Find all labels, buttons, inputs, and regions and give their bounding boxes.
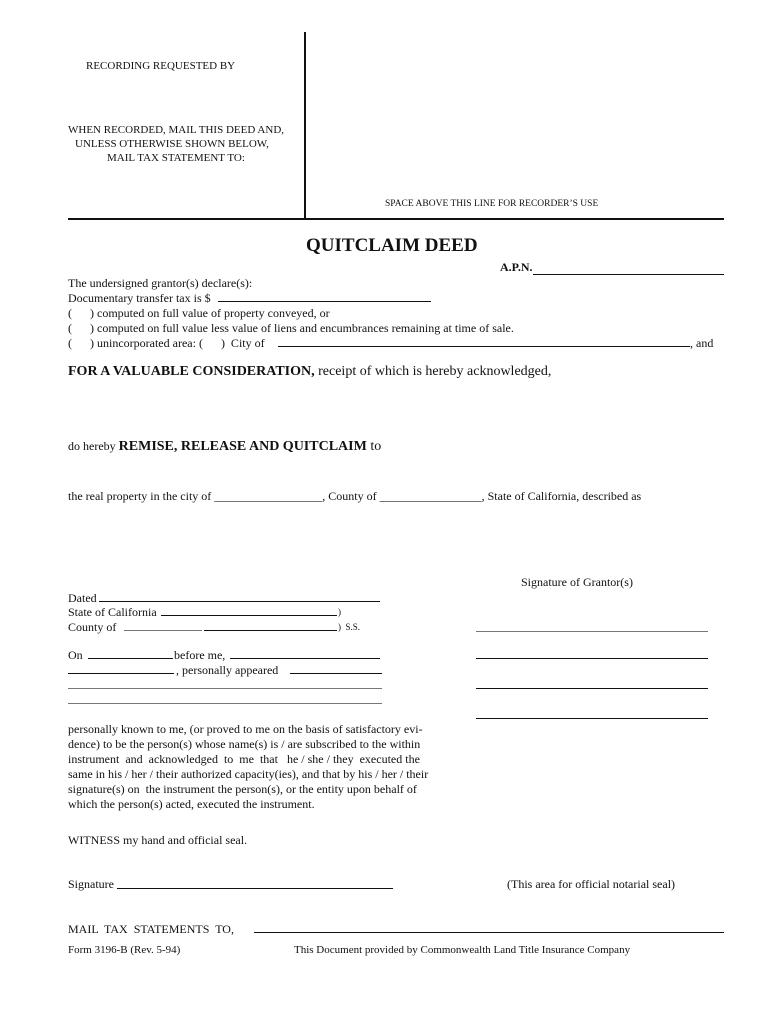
notary-paragraph-line-1: personally known to me, (or proved to me on the basis of satisfactory evi- — [68, 722, 423, 736]
consideration-text: receipt of which is hereby acknowledged, — [314, 364, 552, 379]
when-recorded-line-2: UNLESS OTHERWISE SHOWN BELOW, — [75, 138, 269, 150]
county-paren: ) S.S. — [338, 622, 361, 632]
document-title: QUITCLAIM DEED — [306, 235, 478, 256]
consideration-bold: FOR A VALUABLE CONSIDERATION, — [68, 364, 315, 379]
option-less-liens-paren: ( — [68, 321, 72, 335]
grantor-signature-line-3[interactable] — [476, 688, 708, 689]
personally-appeared-label: , personally appeared — [176, 663, 279, 677]
option-unincorporated-area[interactable]: ) unincorporated area: ( ) City of — [90, 336, 265, 350]
dated-label: Dated — [68, 591, 97, 605]
on-label: On — [68, 648, 83, 662]
notary-paragraph-line-2: dence) to be the person(s) whose name(s) is / are subscribed to the within — [68, 737, 421, 751]
notary-name-field[interactable] — [230, 658, 380, 659]
remise-line — [68, 437, 381, 455]
state-label: State of California — [68, 605, 157, 619]
form-number: Form 3196-B (Rev. 5-94) — [68, 944, 181, 956]
dated-field[interactable] — [99, 601, 380, 602]
transfer-tax-label: Documentary transfer tax is $ — [68, 291, 211, 305]
notary-paragraph-line-4: same in his / her / their authorized capacity(ies), and that by his / her / their — [68, 767, 429, 781]
county-field-a[interactable] — [124, 630, 202, 631]
header-vertical-divider — [304, 32, 306, 218]
option-full-value[interactable]: ) computed on full value of property conveyed, or — [90, 306, 330, 320]
grantor-signature-line-1[interactable] — [476, 631, 708, 632]
appeared-line-1[interactable] — [68, 688, 382, 689]
recording-requested-by: RECORDING REQUESTED BY — [86, 60, 236, 72]
signature-grantor-label: Signature of Grantor(s) — [521, 575, 633, 589]
remise-bold: REMISE, RELEASE AND QUITCLAIM — [118, 439, 367, 454]
appeared-field-a[interactable] — [68, 673, 174, 674]
notary-paragraph-line-3: instrument and acknowledged to me that he / she / they executed the — [68, 752, 420, 766]
remise-prefix: do hereby — [68, 439, 119, 453]
provided-by: This Document provided by Commonwealth Land Title Insurance Company — [294, 944, 631, 956]
mail-tax-statements-field[interactable] — [254, 932, 724, 933]
state-paren: ) — [338, 607, 341, 617]
grantor-signature-line-4[interactable] — [476, 718, 708, 719]
city-line-end: , and — [690, 336, 714, 350]
notary-paragraph-line-5: signature(s) on the instrument the person(s), or the entity upon behalf of — [68, 782, 417, 796]
mail-tax-statements-label: MAIL TAX STATEMENTS TO, — [68, 922, 234, 936]
witness-statement: WITNESS my hand and official seal. — [68, 833, 248, 847]
notarial-seal-area: (This area for official notarial seal) — [507, 877, 676, 891]
grantor-signature-line-2[interactable] — [476, 658, 708, 659]
recorder-use-note: SPACE ABOVE THIS LINE FOR RECORDER’S USE — [385, 199, 599, 209]
option-area-paren: ( — [68, 336, 72, 350]
recorder-line — [68, 218, 724, 220]
when-recorded-line-1: WHEN RECORDED, MAIL THIS DEED AND, — [68, 124, 285, 136]
option-less-liens[interactable]: ) computed on full value less value of liens and encumbrances remaining at time of sale. — [90, 321, 514, 335]
transfer-tax-field[interactable] — [218, 301, 431, 302]
appeared-line-2[interactable] — [68, 703, 382, 704]
state-field[interactable] — [161, 615, 337, 616]
county-label: County of — [68, 620, 117, 634]
appeared-field-b[interactable] — [290, 673, 382, 674]
on-date-field[interactable] — [88, 658, 173, 659]
option-full-value-paren: ( — [68, 306, 72, 320]
grantor-declaration: The undersigned grantor(s) declare(s): — [68, 276, 253, 290]
apn-label: A.P.N. — [500, 260, 533, 274]
property-description: the real property in the city of __________________, County of _________________, State of California, described as — [68, 489, 642, 503]
remise-suffix: to — [366, 439, 382, 454]
notary-signature-field[interactable] — [117, 888, 393, 889]
notary-signature-label: Signature — [68, 877, 114, 891]
city-of-field[interactable] — [278, 346, 690, 347]
consideration-line — [68, 364, 551, 380]
before-me-label: before me, — [174, 648, 226, 662]
apn-field[interactable] — [533, 274, 724, 275]
when-recorded-line-3: MAIL TAX STATEMENT TO: — [107, 152, 245, 164]
notary-paragraph-line-6: which the person(s) acted, executed the instrument. — [68, 797, 315, 811]
county-field-b[interactable] — [204, 630, 337, 631]
